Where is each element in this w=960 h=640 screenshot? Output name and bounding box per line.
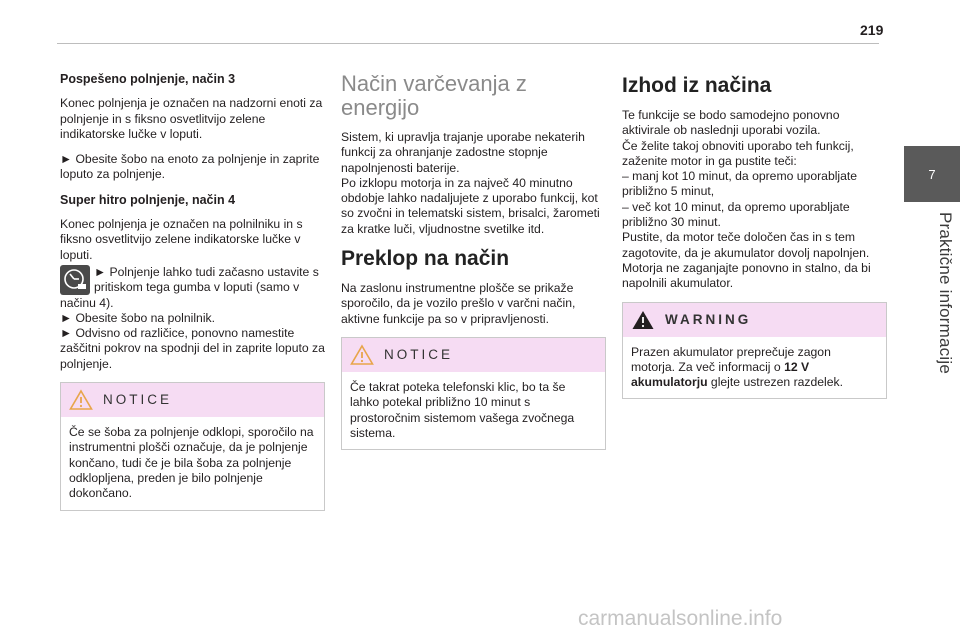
warning-text (623, 337, 886, 399)
warning-header (623, 303, 886, 337)
paragraph: ► Obesite šobo na enoto za polnjenje in zaprite loputo za polnjenje. (60, 152, 320, 182)
paragraph: ► Obesite šobo na polnilnik. (60, 310, 216, 325)
section-title-energy-saving: Način varčevanja z energijo (341, 71, 527, 120)
paragraph: Motorja ne zaganjajte ponovno in stalno, da bi napolnili akumulator. (622, 260, 871, 291)
column-3 (622, 72, 887, 399)
warning-triangle-icon (631, 309, 655, 331)
notice-text: Če se šoba za polnjenje odklopi, sporočilo na instrumentni plošči označuje, da je polnjenje končano, tudi če je bila šoba za polnjenje odklopljena, preden je bilo polnjenje dokončano. (69, 425, 314, 501)
watermark: carmanualsonline.info (578, 607, 783, 630)
page-number: 219 (860, 22, 884, 38)
notice-label: NOTICE (103, 392, 173, 408)
notice-label: NOTICE (384, 347, 454, 363)
warning-text-part: Prazen akumulator preprečuje zagon motorja. Za več informacij o (631, 344, 831, 374)
notice-header (61, 383, 324, 417)
warning-text-bold[interactable]: 12 V akumulatorju (631, 359, 810, 390)
paragraph: Konec polnjenja je označen na nadzorni enoti za polnjenje in s fiksno osvetlitvijo zelene indikatorske lučke v loputi. (60, 96, 323, 141)
column-2 (341, 72, 606, 450)
paragraph: Te funkcije se bodo samodejno ponovno aktivirale ob naslednji uporabi vozila. (622, 108, 840, 138)
paragraph: ► Polnjenje lahko tudi začasno ustavite s pritiskom tega gumba v loputi (samo v načinu 4). (60, 264, 319, 310)
section-title-switch-mode: Preklop na način (341, 247, 510, 271)
paragraph: Po izklopu motorja in za največ 40 minutno obdobje lahko nadaljujete z uporabo funkcij, kot so zvočni in telematski sistem, brisalci, žarometi za kratke luči, vljudnostne svetilke itd. (341, 175, 600, 236)
charge-stop-button-icon (60, 265, 90, 295)
heading-charge-mode-3: Pospešeno polnjenje, način 3 (60, 72, 236, 86)
list-item: – manj kot 10 minut, da opremo uporabljate približno 5 minut, (622, 169, 858, 199)
chapter-tab[interactable]: 7 (904, 146, 960, 202)
list-item: – več kot 10 minut, da opremo uporabljate približno 30 minut. (622, 199, 850, 230)
heading-charge-mode-4: Super hitro polnjenje, način 4 (60, 192, 236, 207)
notice-box (60, 382, 325, 510)
section-title-exit-mode: Izhod iz načina (622, 74, 772, 97)
warning-box (622, 302, 887, 400)
notice-header (342, 338, 605, 372)
paragraph: Sistem, ki upravlja trajanje uporabe nekaterih funkcij za ohranjanje zadostne stopnje napolnjenosti baterije. (341, 130, 585, 175)
paragraph: Na zaslonu instrumentne plošče se prikaže sporočilo, da je vozilo prešlo v varčni način, aktivne funkcije pa so v pripravljenosti. (341, 281, 576, 326)
notice-text: Če takrat poteka telefonski klic, bo ta še lahko potekal približno 10 minut s prostoročnim sistemom vašega zvočnega sistema. (350, 379, 575, 440)
warning-label: WARNING (665, 311, 752, 327)
warning-triangle-icon (69, 389, 93, 411)
paragraph: Če želite takoj obnoviti uporabo teh funkcij, zaženite motor in ga pustite teči: (622, 138, 854, 168)
paragraph: Pustite, da motor teče določen čas in s tem zagotovite, da je akumulator dovolj napolnjen. (622, 230, 870, 260)
chapter-title: Praktične informacije (936, 212, 955, 374)
notice-box (341, 337, 606, 450)
paragraph: Konec polnjenja je označen na polnilniku in s fiksno osvetlitvijo zelene indikatorske lučke v loputi. (60, 217, 303, 262)
column-1 (60, 72, 325, 511)
header-rule (57, 43, 879, 44)
paragraph: ► Odvisno od različice, ponovno namestite zaščitni pokrov na spodnji del in zaprite loputo za polnjenje. (60, 326, 325, 371)
warning-text-part: glejte ustrezen razdelek. (707, 375, 844, 390)
warning-triangle-icon (350, 344, 374, 366)
